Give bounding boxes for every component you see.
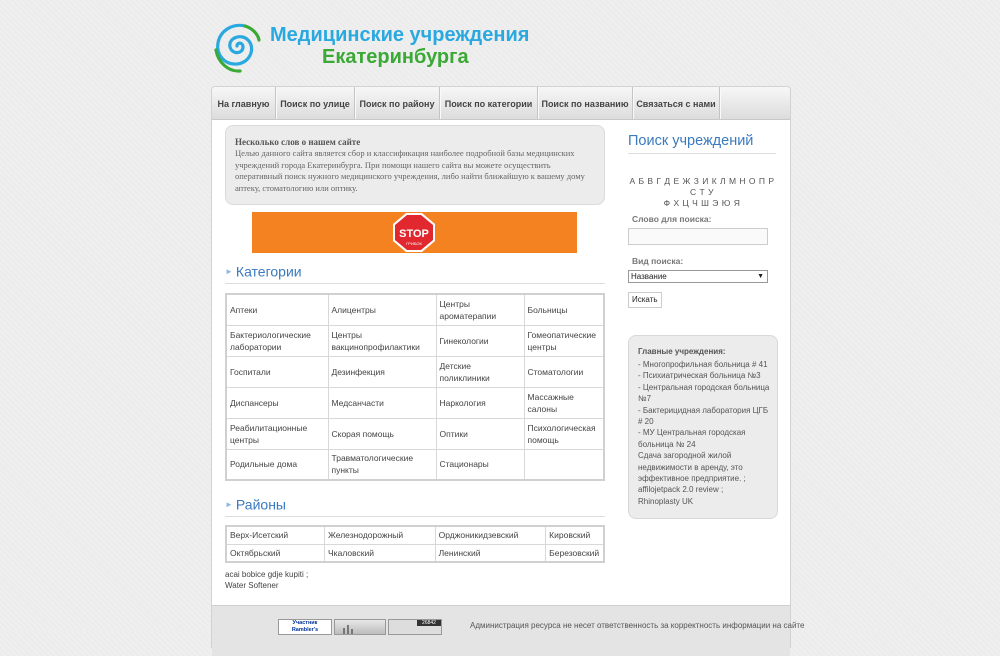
table-cell[interactable]: Скорая помощь (328, 418, 436, 449)
bullet-icon: ► (225, 499, 233, 509)
table-cell[interactable]: Ленинский (435, 544, 546, 562)
districts-heading: ► Районы (225, 495, 605, 517)
search-word-label: Слово для поиска: (632, 214, 712, 224)
stop-sign-icon (391, 212, 437, 253)
table-cell[interactable]: Березовский (546, 544, 604, 562)
stop-fungus-banner[interactable] (252, 212, 577, 253)
liveinternet-counter[interactable]: 26842 (388, 619, 442, 635)
table-cell[interactable]: Дезинфекция (328, 356, 436, 387)
intro-text: Целью данного сайта является сбор и классификация наиболее подробной базы медицинских учреждений города Екатеринбурга. При помощи нашего сайта вы можете осуществить оперативный поиск нужного медицинского учреждения, либо найти ближайшую к вашему дому аптеку, стоматологию или оптику. (235, 148, 585, 193)
nav-search-category[interactable]: Поиск по категории (440, 87, 538, 119)
table-cell[interactable]: Массажные салоны (524, 387, 604, 418)
list-item[interactable]: - Центральная городская больница №7 (638, 382, 770, 404)
table-cell[interactable]: Наркология (436, 387, 524, 418)
search-type-label: Вид поиска: (632, 256, 684, 266)
nav-search-name[interactable]: Поиск по названию (538, 87, 633, 119)
table-cell[interactable]: Чкаловский (325, 544, 436, 562)
table-cell[interactable]: Центры ароматерапии (436, 294, 524, 325)
table-row (226, 526, 604, 544)
table-cell[interactable]: Стоматологии (524, 356, 604, 387)
nav-home[interactable]: На главную (212, 87, 276, 119)
table-cell[interactable]: Госпитали (226, 356, 328, 387)
search-word-input[interactable] (628, 228, 768, 245)
table-row (226, 294, 604, 325)
list-item[interactable]: - Бактерицидная лаборатория ЦГБ # 20 (638, 405, 769, 427)
table-row (226, 449, 604, 480)
intro-box (225, 125, 605, 205)
list-item[interactable]: - МУ Центральная городская больница № 24 (638, 428, 746, 449)
search-type-select[interactable]: Название ▼ (628, 270, 768, 283)
list-item[interactable]: Сдача загородной жилой недвижимости в аренду, это эффективное предприятие. (638, 451, 743, 484)
table-cell[interactable]: Медсанчасти (328, 387, 436, 418)
alphabet-line2[interactable]: Ф Х Ц Ч Ш Э Ю Я (663, 198, 741, 208)
main-nav (212, 87, 790, 120)
table-cell[interactable]: Стационары (436, 449, 524, 480)
alphabet-index (626, 176, 778, 209)
table-row (226, 387, 604, 418)
list-item[interactable]: - Психиатрическая больница №3 (638, 371, 761, 381)
main-institutions-box (628, 335, 778, 519)
rambler-counter[interactable]: Участник Rambler's (278, 619, 332, 635)
stats-counter[interactable] (334, 619, 386, 635)
table-cell[interactable]: Оптики (436, 418, 524, 449)
logo-title-line2: Екатеринбурга (322, 46, 469, 68)
table-cell[interactable]: Травматологические пункты (328, 449, 436, 480)
main-institutions-title: Главные учреждения: (638, 347, 726, 356)
main-institutions-list: - Многопрофильная больница # 41 - Психиатрическая больница №3 - Центральная городская больница №7 - Бактерицидная лаборатория ЦГБ # 20 - МУ Центральная городская больница № 24 Сдача загородной жилой недвижимости в аренду, это эффективное предприятие. ; affilojetpack 2.0 review ; Rhinoplasty UK (638, 359, 772, 507)
intro-title: Несколько слов о нашем сайте (235, 137, 361, 147)
table-cell[interactable]: Алицентры (328, 294, 436, 325)
table-cell[interactable]: Гомеопатические центры (524, 325, 604, 356)
table-cell[interactable]: Железнодорожный (325, 526, 436, 544)
alphabet-line1[interactable]: А Б В Г Д Е Ж З И К Л М Н О П Р С Т У (629, 176, 775, 197)
table-cell[interactable]: Октябрьский (226, 544, 325, 562)
table-row (226, 356, 604, 387)
logo-title-line1: Медицинские учреждения (270, 24, 530, 46)
list-item[interactable]: - Многопрофильная больница # 41 (638, 360, 768, 369)
table-cell[interactable]: Родильные дома (226, 449, 328, 480)
table-cell[interactable]: Гинекологии (436, 325, 524, 356)
table-cell[interactable]: Центры вакцинопрофилактики (328, 325, 436, 356)
table-cell[interactable]: Диспансеры (226, 387, 328, 418)
table-cell[interactable]: Аптеки (226, 294, 328, 325)
table-row (226, 325, 604, 356)
table-cell[interactable]: Кировский (546, 526, 604, 544)
misc-links: acai bobice gdje kupiti ; Water Softener (225, 570, 309, 590)
nav-search-street[interactable]: Поиск по улице (276, 87, 355, 119)
page-container (211, 86, 805, 648)
site-logo[interactable] (210, 14, 530, 76)
table-cell[interactable]: Бактериологические лаборатории (226, 325, 328, 356)
table-cell[interactable]: Реабилитационные центры (226, 418, 328, 449)
districts-table (225, 525, 605, 563)
table-cell[interactable]: Больницы (524, 294, 604, 325)
nav-contact[interactable]: Связаться с нами (633, 87, 720, 119)
bullet-icon: ► (225, 266, 233, 276)
list-item[interactable]: affilojetpack 2.0 review (638, 485, 719, 495)
chevron-down-icon: ▼ (757, 273, 764, 280)
nav-search-district[interactable]: Поиск по району (355, 87, 440, 119)
bar-chart-icon (335, 620, 385, 634)
table-row (226, 418, 604, 449)
table-cell (524, 449, 604, 480)
categories-heading: ► Категории (225, 262, 605, 284)
link-water-softener[interactable]: Water Softener (225, 581, 279, 590)
search-button[interactable]: Искать (628, 292, 662, 308)
footer-disclaimer: Администрация ресурса не несет ответственность за корректность информации на сайте (470, 621, 805, 630)
table-cell[interactable]: Орджоникидзевский (435, 526, 546, 544)
list-item[interactable]: Rhinoplasty UK (638, 496, 694, 506)
search-heading: Поиск учреждений (628, 133, 776, 154)
table-cell[interactable]: Детские поликлиники (436, 356, 524, 387)
table-row (226, 544, 604, 562)
spiral-logo-icon (210, 14, 262, 76)
table-cell[interactable]: Верх-Исетский (226, 526, 325, 544)
stop-sign-text: STOP (399, 228, 429, 240)
categories-table (225, 293, 605, 481)
link-acai[interactable]: acai bobice gdje kupiti (225, 570, 304, 579)
stop-sign-subtext: ГРИБОК (406, 241, 422, 246)
table-cell[interactable]: Психологическая помощь (524, 418, 604, 449)
